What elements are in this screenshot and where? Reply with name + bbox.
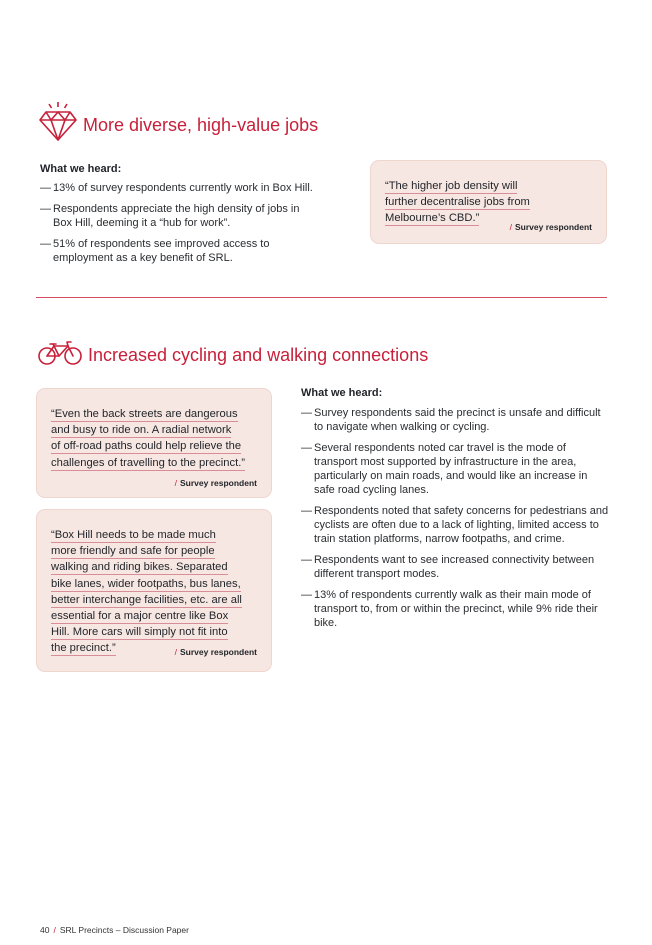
bullet-dash: — [301,442,312,454]
list-item: — 13% of respondents currently walk as their main mode of transport to, from or within the precinct, while 9% ride their bike. [301,589,598,629]
quote-attribution: / Survey respondent [174,478,257,488]
list-item: — 51% of respondents see improved access to employment as a key benefit of SRL. [40,238,270,264]
bullet-dash: — [40,238,51,250]
quote-card-cycling-2 [36,509,272,672]
quote-text: “The higher job density will further decentralise jobs from Melbourne’s CBD.” [385,180,530,225]
list-item: — Respondents noted that safety concerns for pedestrians and cyclists are often due to a lack of lighting, limited access to train station platforms, narrow footpaths, and crime. [301,505,609,545]
list-item: — Several respondents noted car travel is the mode of transport most supported by infrastructure in the area, particularly on main roads, and would like an increase in safe road cycling lanes. [301,442,588,496]
bullet-dash: — [301,505,312,517]
list-item: — 13% of survey respondents currently work in Box Hill. [40,182,313,194]
quote-text: “Box Hill needs to be made much more friendly and safe for people walking and riding bikes. Separated bike lanes, wider footpaths, bus lanes, better interchange facilities, etc. are all essential for a major centre like Box Hill. More cars will simply not fit into the precinct.” [51,529,242,655]
bullet-dash: — [301,589,312,601]
diamond-icon [38,100,78,142]
page-footer: 40 / SRL Precincts – Discussion Paper [40,925,189,935]
section-title-cycling: Increased cycling and walking connections [88,345,429,365]
bullet-dash: — [301,407,312,419]
quote-attribution: / Survey respondent [509,222,592,232]
quote-text: “Even the back streets are dangerous and busy to ride on. A radial network of off-road paths could help relieve the challenges of travelling to the precinct.” [51,408,246,469]
list-item: — Respondents appreciate the high density of jobs in Box Hill, deeming it a “hub for work”. [40,203,300,229]
section-divider [36,297,607,298]
what-we-heard-label: What we heard: [301,387,383,399]
what-we-heard-label: What we heard: [40,163,122,175]
quote-card-jobs [370,160,607,244]
quote-card-cycling-1 [36,388,272,498]
document-title: SRL Precincts – Discussion Paper [59,925,189,935]
jobs-bullet-list [40,181,340,272]
cycling-bullet-list [301,406,609,637]
bullet-dash: — [40,203,51,215]
list-item: — Respondents want to see increased connectivity between different transport modes. [301,554,595,580]
bicycle-icon [38,340,82,366]
bullet-dash: — [301,554,312,566]
quote-attribution: / Survey respondent [174,647,257,657]
page-number: 40 [40,925,50,935]
bullet-dash: — [40,182,51,194]
section-title-jobs: More diverse, high-value jobs [83,115,319,135]
list-item: — Survey respondents said the precinct is unsafe and difficult to navigate when walking or cycling. [301,407,601,433]
